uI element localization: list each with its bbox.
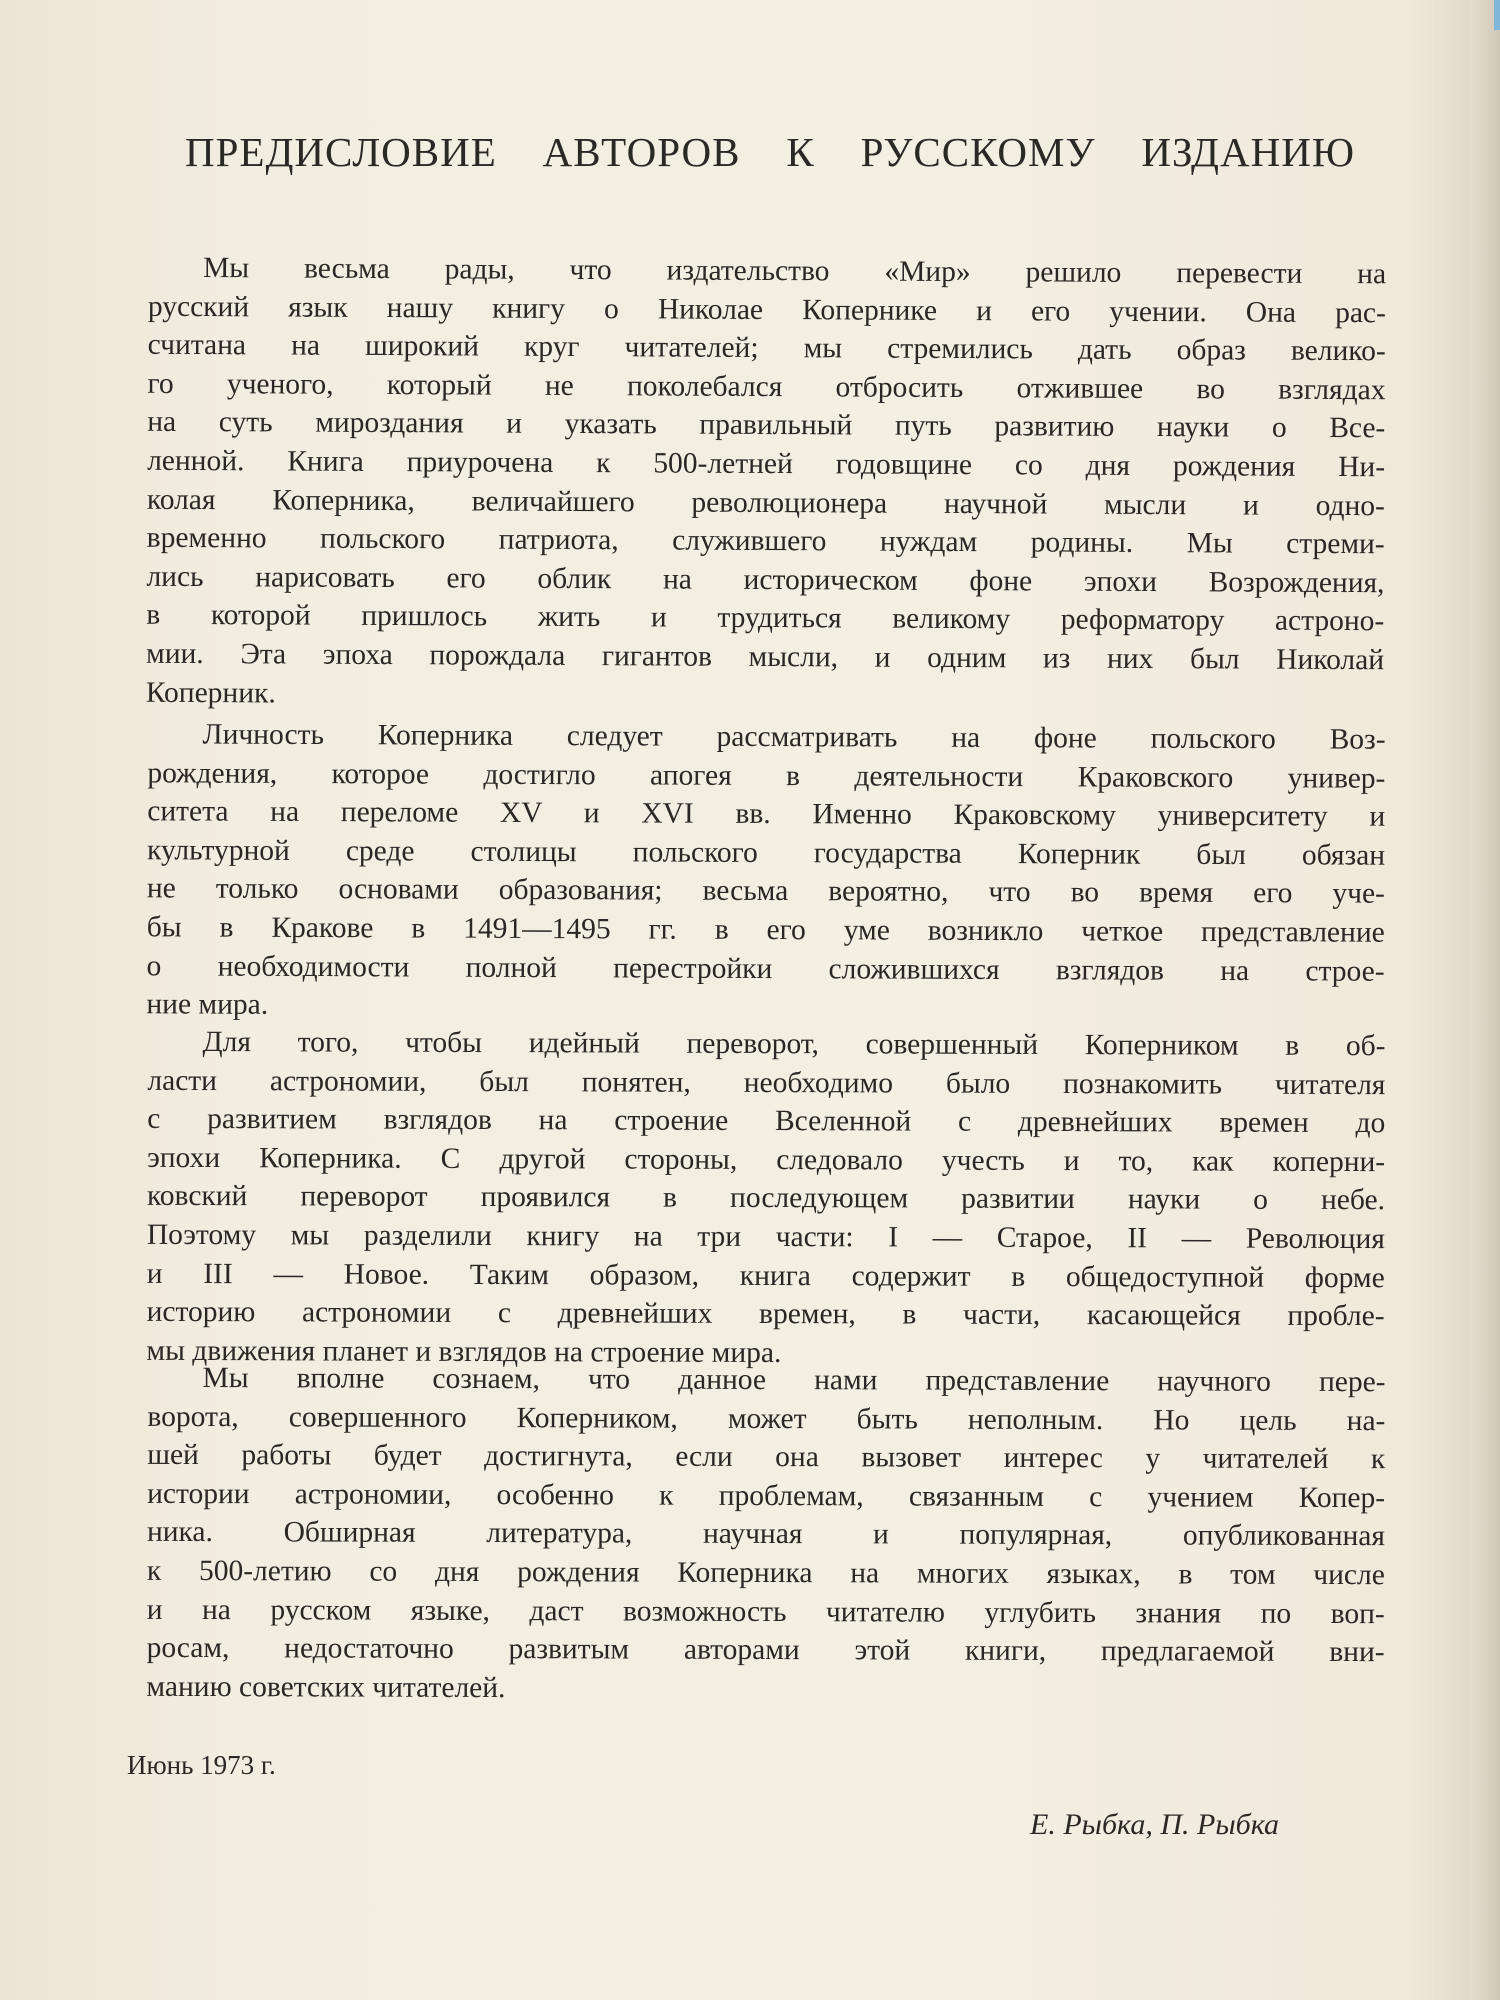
page-edge-shadow — [1470, 0, 1500, 2000]
text-line: ласти астрономии, был понятен, необходимо было познакомить читателя — [147, 1064, 1386, 1101]
text-line: к 500-летию со дня рождения Коперника на многих языках, в том числе — [146, 1554, 1385, 1592]
background-blue-strip — [1494, 0, 1500, 30]
paragraph-4 — [146, 1359, 1385, 1711]
date: Июнь 1973 г. — [127, 1750, 276, 1780]
paragraph-3 — [146, 1023, 1385, 1375]
text-line: ситета на переломе XV и XVI вв. Именно Краковскому университету и — [147, 795, 1386, 833]
text-line: бы в Кракове в 1491—1495 гг. в его уме возникло четкое представление — [146, 911, 1385, 949]
text-line: Мы весьма рады, что издательство «Мир» решило перевести на — [203, 252, 1387, 291]
text-line: манию советских читателей. — [146, 1670, 506, 1704]
text-line: русский язык нашу книгу о Николае Копернике и его учении. Она рас- — [147, 290, 1386, 329]
text-line: на суть мироздания и указать правильный путь развитию науки о Все- — [147, 406, 1386, 445]
text-line: рождения, которое достигло апогея в деятельности Краковского универ- — [147, 756, 1386, 795]
text-line: мы движения планет и взглядов на строение мира. — [146, 1334, 782, 1369]
text-line: го ученого, который не поколебался отбросить отжившее во взглядах — [147, 367, 1386, 407]
paragraph-2 — [146, 715, 1385, 1029]
text-line: и на русском языке, даст возможность читателю углубить знания по воп- — [146, 1593, 1385, 1630]
text-line: в которой пришлось жить и трудиться великому реформатору астроно- — [146, 599, 1385, 638]
text-line: о необходимости полной перестройки сложившихся взглядов на строе- — [146, 949, 1385, 988]
text-line: колая Коперника, величайшего революционера научной мысли и одно- — [146, 483, 1385, 522]
paragraph-1 — [146, 249, 1386, 719]
text-line: с развитием взглядов на строение Вселенной с древнейших времен до — [147, 1103, 1386, 1140]
page-title: ПРЕДИСЛОВИЕ АВТОРОВ К РУССКОМУ ИЗДАНИЮ — [185, 129, 1355, 175]
text-line: лись нарисовать его облик на историческом фоне эпохи Возрождения, — [146, 560, 1385, 599]
author-signature: Е. Рыбка, П. Рыбка — [1030, 1808, 1280, 1841]
text-line: считана на широкий круг читателей; мы стремились дать образ велико- — [147, 328, 1386, 368]
text-line: историю астрономии с древнейших времен, в части, касающейся пробле- — [146, 1295, 1385, 1333]
text-line: ника. Обширная литература, научная и популярная, опубликованная — [146, 1516, 1386, 1553]
text-line: эпохи Коперника. С другой стороны, следовало учесть и то, как коперни- — [147, 1141, 1386, 1178]
text-line: Поэтому мы разделили книгу на три части: I — Старое, II — Революция — [146, 1218, 1385, 1256]
text-line: временно польского патриота, служившего нуждам родины. Мы стреми- — [146, 521, 1385, 561]
text-line: и III — Новое. Таким образом, книга содержит в общедоступной форме — [146, 1257, 1385, 1294]
text-line: Мы вполне сознаем, что данное нами представление научного пере- — [202, 1362, 1386, 1399]
text-line: мии. Эта эпоха порождала гигантов мысли, и одним из них был Николай — [146, 637, 1385, 677]
text-line: культурной среде столицы польского государства Коперник был обязан — [147, 834, 1386, 872]
text-line: шей работы будет достигнута, если она вызовет интерес у читателей к — [147, 1439, 1386, 1476]
text-line: Коперник. — [145, 676, 276, 709]
text-line: ворота, совершенного Коперником, может быть неполным. Но цель на- — [147, 1400, 1386, 1437]
text-line: ленной. Книга приурочена к 500-летней годовщине со дня рождения Ни- — [147, 444, 1386, 484]
text-line: ковский переворот проявился в последующем развитии науки о небе. — [146, 1180, 1386, 1217]
text-line: ние мира. — [146, 988, 269, 1021]
text-line: не только основами образования; весьма вероятно, что во время его уче- — [146, 872, 1385, 911]
text-line: росам, недостаточно развитым авторами этой книги, предлагаемой вни- — [146, 1631, 1385, 1669]
text-line: Для того, чтобы идейный переворот, совершенный Коперником в об- — [202, 1026, 1386, 1063]
text-line: Личность Коперника следует рассматривать на фоне польского Воз- — [202, 718, 1386, 756]
text-line: истории астрономии, особенно к проблемам, связанным с учением Копер- — [147, 1477, 1386, 1514]
